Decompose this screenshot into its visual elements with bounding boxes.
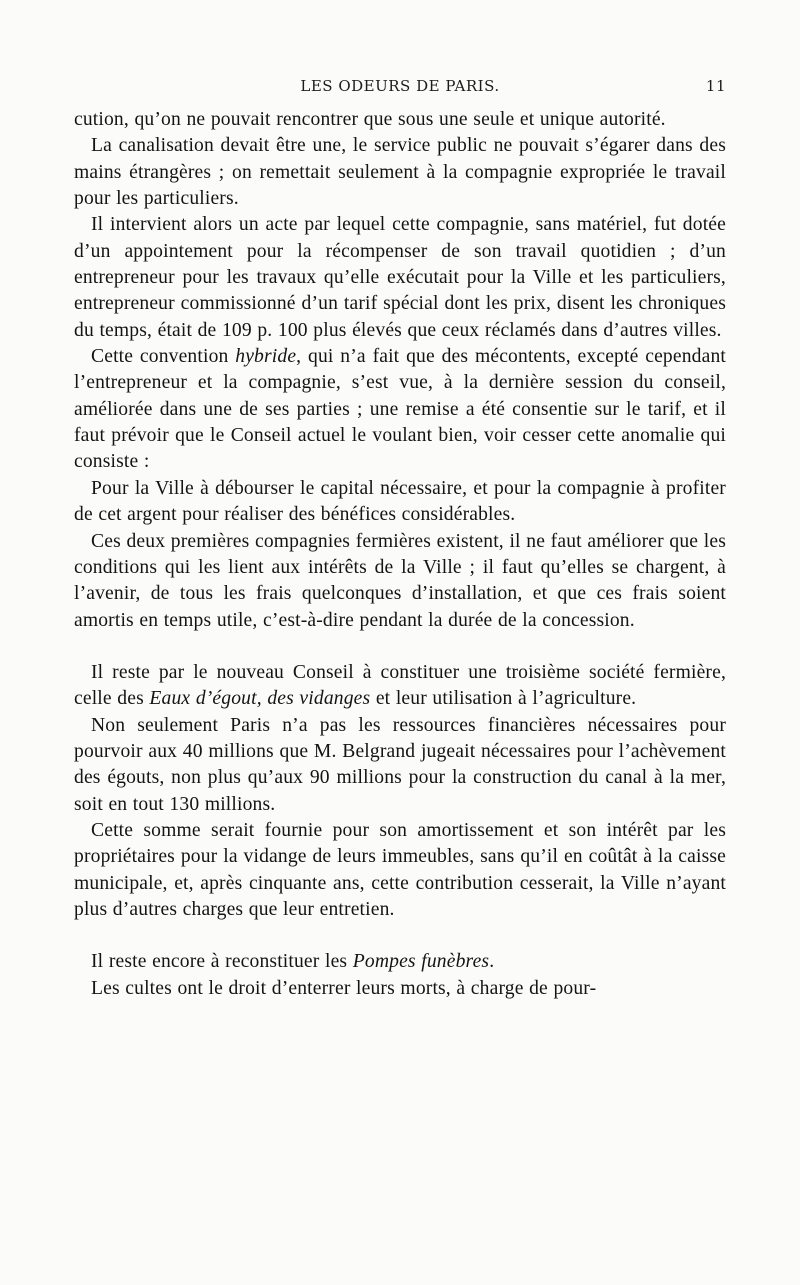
text-run: et leur utilisation à l’agriculture. <box>370 688 637 710</box>
running-title: LES ODEURS DE PARIS. <box>300 77 500 95</box>
text-run: , qui n’a fait que des mécontents, excepté cependant l’entrepreneur et la compagnie, s’est vue, à la dernière session du conseil, améliorée dans une de ses parties ; une remise a été consentie sur le tarif, et il faut prévoir que le Conseil actuel le voulant bien, voir cesser cette anomalie qui consiste : <box>74 346 726 473</box>
body-text <box>74 107 726 1002</box>
text-run: Cette convention <box>91 346 236 368</box>
paragraph <box>74 344 726 476</box>
paragraph: cution, qu’on ne pouvait rencontrer que sous une seule et unique autorité. <box>74 109 666 130</box>
page-number: 11 <box>705 77 726 95</box>
paragraph: Cette somme serait fournie pour son amortissement et son intérêt par les propriétaires pour la vidange de leurs immeubles, sans qu’il en coûtât à la caisse municipale, et, après cinquante ans, cette contribution cesserait, la Ville n’ayant plus d’autres charges que leur entretien. <box>74 819 726 920</box>
paragraph: Ces deux premières compagnies fermières existent, il ne faut améliorer que les conditions qui les lient aux intérêts de la Ville ; il faut qu’elles se chargent, à l’avenir, de tous les frais quelconques d’installation, et que ces frais soient amortis en temps utile, c’est-à-dire pendant la durée de la concession. <box>74 530 726 631</box>
paragraph: Non seulement Paris n’a pas les ressources financières nécessaires pour pourvoir aux 40 millions que M. Belgrand jugeait nécessaires pour l’achèvement des égouts, non plus qu’aux 90 millions pour la construction du canal à la mer, soit en tout 130 millions. <box>74 714 726 815</box>
italic-text: Eaux d’égout, des vidanges <box>149 688 371 710</box>
text-run: . <box>489 951 495 973</box>
italic-text: hybride <box>235 346 297 368</box>
running-head <box>74 77 726 101</box>
paragraph: Pour la Ville à débourser le capital nécessaire, et pour la compagnie à profiter de cet argent pour réaliser des bénéfices considérables. <box>74 477 726 526</box>
paragraph <box>74 949 726 975</box>
paragraph: Les cultes ont le droit d’enterrer leurs morts, à charge de pour- <box>91 977 597 999</box>
paragraph <box>74 660 726 713</box>
paragraph: Il intervient alors un acte par lequel cette compagnie, sans matériel, fut dotée d’un appointement pour la récompenser de son travail quotidien ; d’un entrepreneur pour les travaux qu’elle exécutait pour la Ville et les particuliers, entrepreneur commissionné d’un tarif spécial dont les prix, disent les chroniques du temps, était de 109 p. 100 plus élevés que ceux réclamés dans d’autres villes. <box>74 214 726 341</box>
paragraph: La canalisation devait être une, le service public ne pouvait s’égarer dans des mains étrangères ; on remettait seulement à la compagnie expropriée le travail pour les particuliers. <box>74 135 726 210</box>
text-run: Il reste par le nouveau Conseil à constituer une troisième société fermière, celle des <box>74 661 726 710</box>
italic-text: Pompes funèbres <box>352 951 490 973</box>
text-run: Il reste encore à reconstituer les <box>91 951 353 973</box>
